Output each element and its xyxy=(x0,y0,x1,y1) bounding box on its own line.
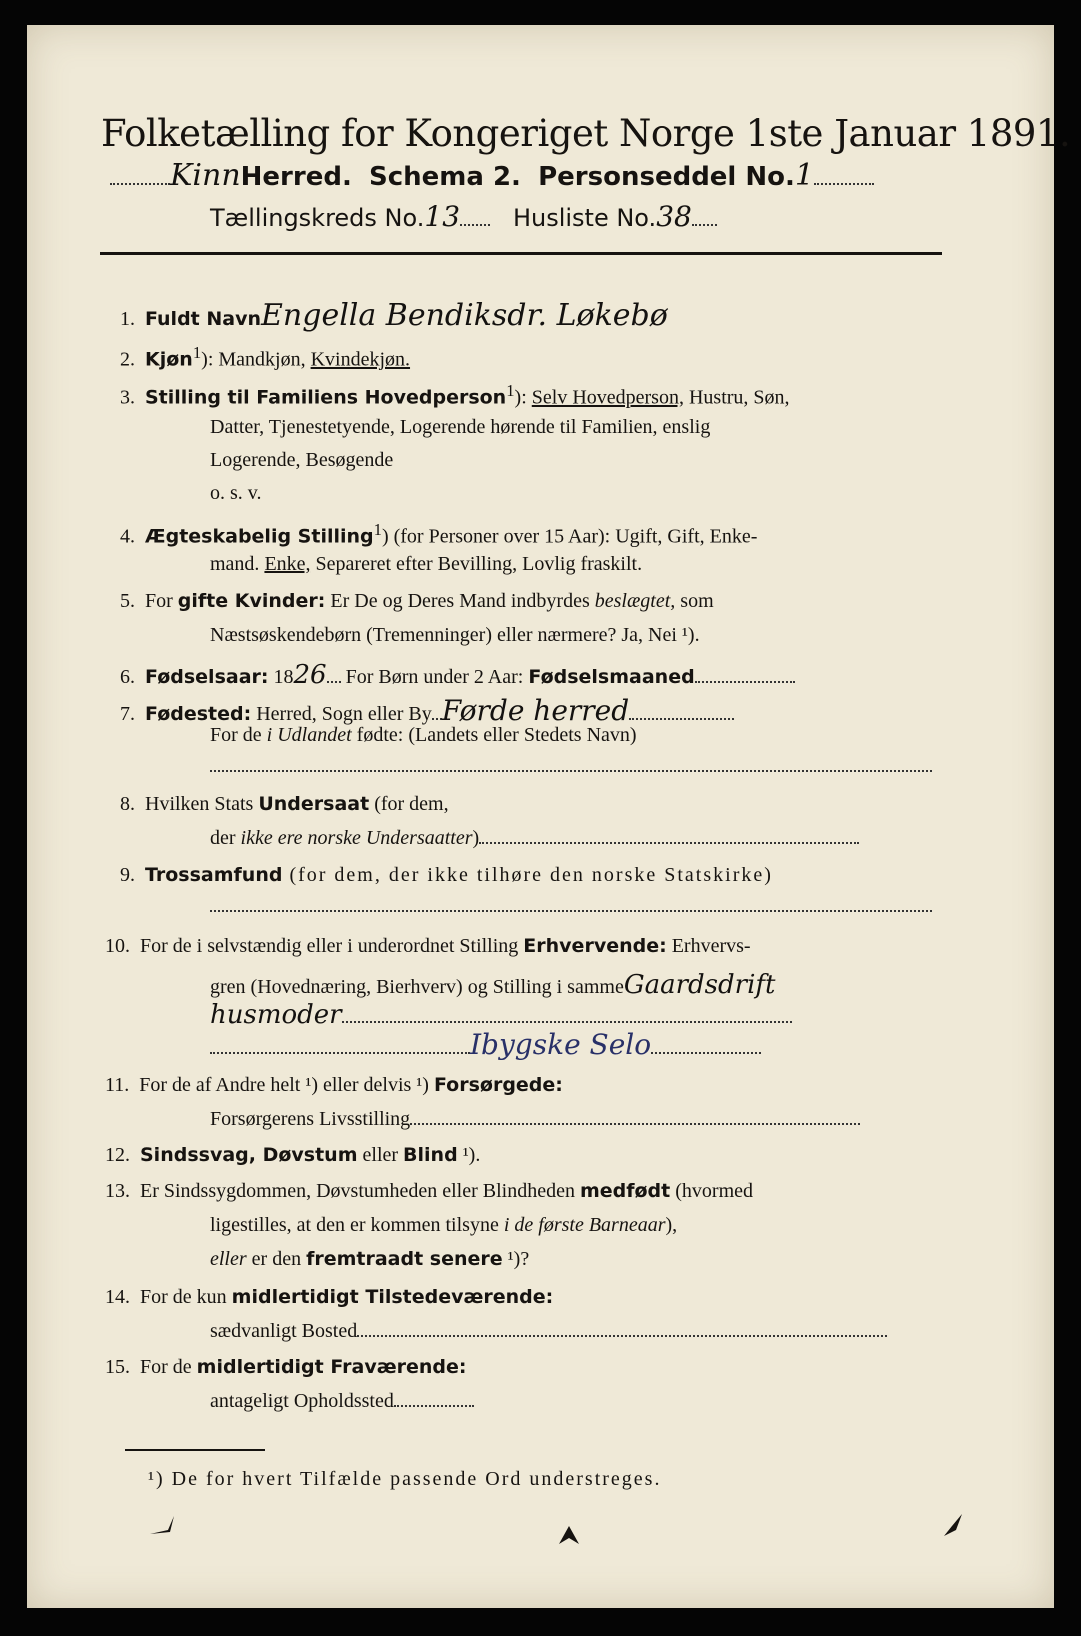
item-text: (for dem, der ikke tilhøre den norske Statskirke) xyxy=(282,864,773,886)
full-name-value: Engella Bendiksdr. Løkebø xyxy=(261,298,668,333)
item-3 xyxy=(120,381,790,410)
item-text: ¹). xyxy=(457,1144,481,1166)
item-text: gren (Hovednæring, Bierhverv) og Stilling i samme xyxy=(210,976,624,998)
dotted-leader xyxy=(432,718,442,720)
occupation-value-3: Ibygske Selo xyxy=(470,1028,652,1061)
item-text: (hvormed xyxy=(670,1180,754,1202)
item-11 xyxy=(105,1074,563,1097)
item-number: 10. xyxy=(105,935,130,957)
item-text: sædvanligt Bosted xyxy=(210,1320,358,1342)
marital-option-text: Separeret efter Bevilling, Lovlig fraskilt. xyxy=(310,553,643,575)
item-6 xyxy=(120,660,795,690)
item-13-line-2 xyxy=(210,1214,677,1237)
occupation-value-2: husmoder xyxy=(210,1000,342,1030)
item-text: Erhvervs- xyxy=(666,935,751,957)
item-7 xyxy=(120,694,734,727)
dotted-leader xyxy=(327,681,341,683)
header-line-1 xyxy=(110,158,874,193)
sex-label: Kjøn xyxy=(145,348,193,371)
congenital-label: medfødt xyxy=(579,1180,671,1202)
header-line-2 xyxy=(210,200,717,233)
item-text: antageligt Opholdssted xyxy=(210,1390,394,1412)
item-3-line-4: o. s. v. xyxy=(210,482,262,504)
item-number: 6. xyxy=(120,666,135,688)
disability-label: Sindssvag, Døvstum xyxy=(140,1144,358,1166)
family-position-label: Stilling til Familiens Hovedperson xyxy=(145,386,507,409)
sex-options: ): Mandkjøn, xyxy=(201,348,311,371)
item-text: der xyxy=(210,827,241,849)
item-3-line-2: Datter, Tjenestetyende, Logerende hørende til Familien, enslig xyxy=(210,416,711,438)
item-number: 2. xyxy=(120,348,135,371)
item-8 xyxy=(120,793,449,816)
item-text-italic: eller xyxy=(210,1248,247,1270)
item-number: 15. xyxy=(105,1356,130,1378)
schema-label: Schema 2. xyxy=(369,162,521,192)
item-number: 13. xyxy=(105,1180,130,1202)
corner-mark-icon xyxy=(148,1512,178,1542)
dotted-leader xyxy=(342,1021,792,1023)
item-15 xyxy=(105,1356,466,1379)
birthplace-label: Fødested: xyxy=(145,703,252,725)
footnote-ref: 1 xyxy=(506,381,515,400)
dotted-leader xyxy=(479,842,859,844)
marital-status-label: Ægteskabelig Stilling xyxy=(145,525,374,548)
item-4-line-2 xyxy=(210,553,642,576)
item-text: Hvilken Stats xyxy=(145,793,259,815)
family-position-options: Hustru, Søn, xyxy=(683,386,790,409)
item-10-line-3 xyxy=(210,1000,792,1030)
item-13 xyxy=(105,1180,753,1203)
dotted-leader xyxy=(629,718,734,720)
nationality-label: Undersaat xyxy=(258,793,370,815)
dotted-line xyxy=(210,910,932,912)
footnote-ref: 1 xyxy=(192,343,202,362)
item-text: For de af Andre helt ¹) eller delvis ¹) xyxy=(139,1074,434,1096)
punct: ): xyxy=(514,386,527,409)
occupation-value-1: Gaardsdrift xyxy=(623,970,776,1000)
dotted-leader xyxy=(695,681,795,683)
family-position-selected: Selv Hovedperson, xyxy=(531,386,684,409)
item-2 xyxy=(120,343,410,372)
item-number: 9. xyxy=(120,864,135,886)
item-8-line-2: der ikke ere norske Undersaatter) xyxy=(210,827,859,850)
item-number: 8. xyxy=(120,793,135,815)
marital-options: ) (for Personer over 15 Aar): Ugift, Gift, Enke- xyxy=(381,525,758,548)
kreds-value: 13 xyxy=(424,200,461,233)
temporary-present-label: midlertidigt Tilstedeværende: xyxy=(231,1286,554,1308)
dotted-leader xyxy=(410,1123,860,1125)
item-text-italic: ikke ere norske Undersaatter xyxy=(240,827,473,849)
herred-label: Herred. xyxy=(240,162,352,192)
item-text: ¹)? xyxy=(502,1248,530,1270)
item-14 xyxy=(105,1286,553,1309)
item-text-italic: i Udlandet xyxy=(266,724,352,746)
birth-year-prefix: 18 xyxy=(268,666,294,688)
item-13-line-3 xyxy=(210,1248,529,1271)
item-10 xyxy=(105,935,751,958)
item-text: fødte: (Landets eller Stedets Navn) xyxy=(351,724,637,746)
header-rule xyxy=(100,252,942,255)
herred-value: Kinn xyxy=(170,158,241,193)
item-11-line-2 xyxy=(210,1108,860,1131)
dotted-line xyxy=(210,770,932,772)
item-text: For de xyxy=(140,1356,197,1378)
married-women-label: gifte Kvinder: xyxy=(177,590,326,612)
temporary-absent-label: midlertidigt Fraværende: xyxy=(196,1356,467,1378)
item-text: Forsørgerens Livsstilling xyxy=(210,1108,411,1130)
dotted-leader xyxy=(210,1052,470,1054)
item-text: som xyxy=(675,590,714,612)
item-number: 4. xyxy=(120,525,135,548)
marital-option-text: mand. xyxy=(210,553,265,575)
item-text: Er De og Deres Mand indbyrdes xyxy=(325,590,595,612)
item-10-line-4 xyxy=(210,1028,761,1061)
item-text: ligestilles, at den er kommen tilsyne xyxy=(210,1214,504,1236)
item-1 xyxy=(120,298,668,333)
kreds-label: Tællingskreds No. xyxy=(210,204,425,232)
item-text: eller xyxy=(357,1144,404,1166)
birth-month-label: Fødselsmaaned xyxy=(528,666,695,688)
marital-selected: Enke, xyxy=(264,553,311,575)
item-text: For de kun xyxy=(140,1286,232,1308)
religion-label: Trossamfund xyxy=(145,864,283,886)
item-text-italic: i de første Barneaar xyxy=(503,1214,666,1236)
sex-selected: Kvindekjøn. xyxy=(310,348,411,371)
birth-year-label: Fødselsaar: xyxy=(145,666,269,688)
item-10-line-2 xyxy=(210,970,775,1000)
item-text: ), xyxy=(665,1214,678,1236)
footnote: ¹) De for hvert Tilfælde passende Ord understreges. xyxy=(148,1468,662,1490)
center-mark-icon xyxy=(555,1522,585,1552)
item-14-line-2 xyxy=(210,1320,887,1343)
item-number: 14. xyxy=(105,1286,130,1308)
dotted-leader xyxy=(110,183,170,185)
item-text: er den xyxy=(246,1248,307,1270)
footnote-rule xyxy=(125,1449,265,1451)
footnote-ref: 1 xyxy=(373,520,382,539)
item-text: Er Sindssygdommen, Døvstumheden eller Blindheden xyxy=(140,1180,580,1202)
item-text-italic: beslægtet, xyxy=(594,590,676,612)
acquired-later-label: fremtraadt senere xyxy=(306,1248,503,1270)
item-text: For xyxy=(145,590,178,612)
item-number: 3. xyxy=(120,386,135,409)
item-5-line-2: Næstsøskendebørn (Tremenninger) eller nærmere? Ja, Nei ¹). xyxy=(210,624,700,646)
item-text: Herred, Sogn eller By xyxy=(251,703,432,725)
item-12 xyxy=(105,1144,480,1167)
item-9 xyxy=(120,864,773,887)
item-number: 5. xyxy=(120,590,135,612)
dotted-leader xyxy=(460,224,490,226)
item-text: For Børn under 2 Aar: xyxy=(340,666,529,688)
item-4 xyxy=(120,520,757,549)
dotted-leader xyxy=(692,224,717,226)
dotted-leader xyxy=(357,1335,887,1337)
item-number: 7. xyxy=(120,703,135,725)
item-5 xyxy=(120,590,714,613)
dotted-leader xyxy=(394,1405,474,1407)
item-7-line-2 xyxy=(210,724,637,747)
item-text: (for dem, xyxy=(369,793,449,815)
item-text: For de xyxy=(210,724,267,746)
birthplace-value: Førde herred xyxy=(441,694,630,727)
occupation-label: Erhvervende: xyxy=(523,935,667,957)
item-15-line-2 xyxy=(210,1390,474,1413)
item-number: 1. xyxy=(120,308,135,330)
item-3-line-3: Logerende, Besøgende xyxy=(210,449,394,471)
birth-year-value: 26 xyxy=(293,660,327,690)
dotted-leader xyxy=(651,1052,761,1054)
full-name-label: Fuldt Navn xyxy=(145,308,262,330)
dotted-leader xyxy=(814,183,874,185)
husliste-value: 38 xyxy=(656,200,692,233)
corner-mark-icon xyxy=(940,1512,970,1542)
item-text: For de i selvstændig eller i underordnet Stilling xyxy=(140,935,524,957)
item-number: 11. xyxy=(105,1074,130,1096)
personseddel-value: 1 xyxy=(794,158,814,193)
form-title: Folketælling for Kongeriget Norge 1ste Januar 1891. xyxy=(101,112,1071,155)
dependents-label: Forsørgede: xyxy=(433,1074,563,1096)
personseddel-label: Personseddel No. xyxy=(538,162,795,192)
blind-label: Blind xyxy=(403,1144,458,1166)
item-number: 12. xyxy=(105,1144,130,1166)
husliste-label: Husliste No. xyxy=(512,204,657,232)
